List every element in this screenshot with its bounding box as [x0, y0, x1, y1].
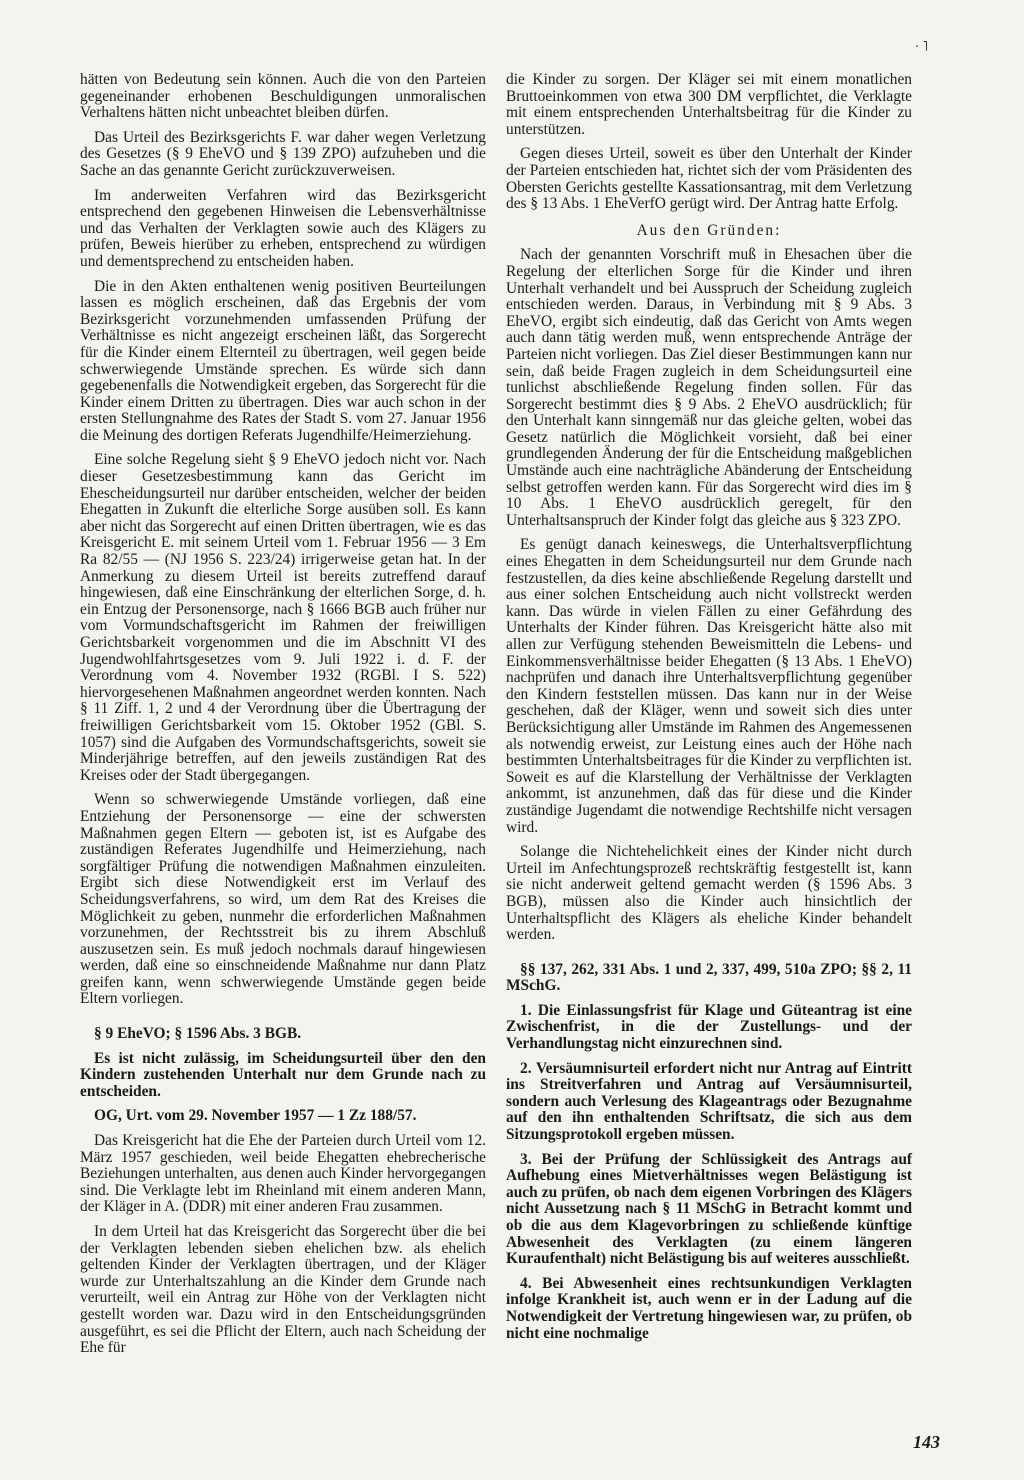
paragraph: Nach der genannten Vorschrift muß in Ehesachen über die Regelung der elterlichen Sorge für die Kinder und ihren Unterhalt verhandelt und bei Ausspruch der Scheidung zugleich entschieden werden. Daraus, in Verbindung mit § 9 Abs. 3 EheVO, ergibt sich eindeutig, daß das Gericht von Amts wegen auch dann tätig werden muß, wenn entsprechende Anträge der Parteien nicht vorliegen. Das Ziel dieser Bestimmungen kann nur sein, daß beide Fragen zugleich in dem Scheidungsurteil eine tunlichst abschließende Regelung finden sollen. Für das Sorgerecht bestimmt dies § 9 Abs. 2 EheVO ausdrücklich; für den Unterhalt kann sinngemäß nur das gleiche gelten, wobei das Gesetz natürlich die Möglichkeit vorsieht, daß bei einer grundlegenden Änderung der für die Entscheidung maßgeblichen Umstände auch eine nachträgliche Abänderung der Entscheidung selbst getroffen werden kann. Für das Sorgerecht wird dies im § 10 Abs. 1 EheVO ausdrücklich geregelt, für den Unterhaltsanspruch der Kinder folgt das gleiche aus § 323 ZPO.	[506, 246, 912, 529]
headnote: 1. Die Einlassungsfrist für Klage und Güteantrag ist eine Zwischenfrist, in die der Zustellungs- und der Verhandlungstag nicht einzurechnen sind.	[506, 1001, 912, 1053]
paragraph: Wenn so schwerwiegende Umstände vorliegen, daß eine Entziehung der Personensorge — eine der schwersten Maßnahmen gegen Eltern — geboten ist, ist es Aufgabe des zuständigen Referates Jugendhilfe und Heimerziehung, nach sorgfältiger Prüfung die notwendigen Maßnahmen einzuleiten. Ergibt sich diese Notwendigkeit erst im Verlauf des Scheidungsverfahrens, so wird, um dem Rat des Kreises die Möglichkeit zu geben, nunmehr die erforderlichen Maßnahmen vorzunehmen, der Rechtsstreit bis zu ihrem Abschluß auszusetzen sein. Es muß jedoch nochmals darauf hingewiesen werden, daß eine so einschneidende Maßnahme nur dann Platz greifen kann, wenn schwerwiegende Umstände gegen beide Eltern vorliegen.	[80, 791, 486, 1008]
paragraph: die Kinder zu sorgen. Der Kläger sei mit einem monatlichen Bruttoeinkommen von etwa 300 DM verpflichtet, die Verklagte mit einem entsprechenden Unterhaltsbeitrag für die Kinder zu unterstützen.	[506, 71, 912, 138]
paragraph: Solange die Nichtehelichkeit eines der Kinder nicht durch Urteil im Anfechtungsprozeß rechtskräftig festgestellt ist, kann sie nicht anderweit geltend gemacht werden (§ 1596 Abs. 3 BGB), müssen also die Kinder auch hinsichtlich der Unterhaltspflicht des Klägers als eheliche Kinder behandelt werden.	[506, 843, 912, 944]
headnote: 4. Bei Abwesenheit eines rechtsunkundigen Verklagten infolge Krankheit ist, auch wenn er in der Ladung auf die Notwendigkeit der Vertretung hingewiesen war, zu prüfen, ob nicht eine nochmalige	[506, 1274, 912, 1342]
paragraph: In dem Urteil hat das Kreisgericht das Sorgerecht über die bei der Verklagten lebenden sieben ehelichen bzw. als ehelich geltenden Kinder der Verklagten übertragen, und der Kläger wurde zur Unterhaltszahlung an die Kinder dem Grunde nach verurteilt, weil ein Antrag zur Höhe von der Verklagten nicht gestellt worden war. Dazu wird in den Entscheidungsgründen ausgeführt, es sei die Pflicht der Eltern, auch nach Scheidung der Ehe für	[80, 1223, 486, 1357]
headnote: 2. Versäumnisurteil erfordert nicht nur Antrag auf Eintritt ins Streitverfahren und Antrag auf Versäumnisurteil, sondern auch Verlesung des Klageantrags oder Bezugnahme auf den ihn enthaltenden Schriftsatz, die sich aus dem Sitzungsprotokoll ergeben müssen.	[506, 1059, 912, 1144]
section-heading: Aus den Gründen:	[636, 221, 782, 239]
paragraph: Das Urteil des Bezirksgerichts F. war daher wegen Verletzung des Gesetzes (§ 9 EheVO und § 139 ZPO) aufzuheben und die Sache an das genannte Gericht zurückzuverweisen.	[80, 128, 486, 179]
statute-heading: §§ 137, 262, 331 Abs. 1 und 2, 337, 499, 510a ZPO; §§ 2, 11 MSchG.	[506, 960, 912, 995]
right-column	[506, 72, 912, 1350]
corner-mark: · ˥	[914, 40, 928, 55]
paragraph: hätten von Bedeutung sein können. Auch die von den Parteien gegeneinander erhobenen Beschuldigungen unmoralischen Verhaltens hätten nicht unbeachtet bleiben dürfen.	[80, 71, 486, 122]
statute-heading: § 9 EheVO; § 1596 Abs. 3 BGB.	[94, 1025, 302, 1043]
court-citation: OG, Urt. vom 29. November 1957 — 1 Zz 188/57.	[94, 1107, 417, 1125]
paragraph: Die in den Akten enthaltenen wenig positiven Beurteilungen lassen es möglich erscheinen, daß das Ergebnis der vom Bezirksgericht vorzunehmenden umfassenden Prüfung der Verhältnisse es nicht angezeigt erscheinen läßt, das Sorgerecht für die Kinder einem Elternteil zu übertragen, weil gegen beide schwerwiegende Umstände sprechen. Es würde sich dann gegebenenfalls die Notwendigkeit ergeben, das Sorgerecht für die Kinder einem Dritten zu übertragen. Dies war auch schon in der ersten Stellungnahme des Rates der Stadt S. vom 27. Januar 1956 die Meinung des dortigen Referats Jugendhilfe/Heimerziehung.	[80, 277, 486, 444]
paragraph: Im anderweiten Verfahren wird das Bezirksgericht entsprechend den gegebenen Hinweisen die Lebensverhältnisse und das Verhalten der Verklagten sowie auch des Klägers zu prüfen, Beweis hierüber zu erheben, entsprechend zu würdigen und dementsprechend zu entscheiden haben.	[80, 186, 486, 270]
paragraph: Gegen dieses Urteil, soweit es über den Unterhalt der Kinder der Parteien entschieden hat, richtet sich der vom Präsidenten des Obersten Gerichts gestellte Kassationsantrag, mit dem Verletzung des § 13 Abs. 1 EheVerfO gerügt wird. Der Antrag hatte Erfolg.	[506, 145, 912, 213]
headnote: Es ist nicht zulässig, im Scheidungsurteil über den den Kindern zustehenden Unterhalt nur dem Grunde nach zu entscheiden.	[80, 1049, 486, 1100]
paragraph: Das Kreisgericht hat die Ehe der Parteien durch Urteil vom 12. März 1957 geschieden, weil beide Ehegatten ehebrecherische Beziehungen unterhalten, aus denen auch Kinder hervorgegangen sind. Die Verklagte lebt im Rheinland mit einem anderen Mann, der Kläger in A. (DDR) mit einer anderen Frau zusammen.	[80, 1132, 486, 1216]
paragraph: Eine solche Regelung sieht § 9 EheVO jedoch nicht vor. Nach dieser Gesetzesbestimmung kann das Gericht im Ehescheidungsurteil nur darüber entscheiden, welcher der beiden Ehegatten in Zukunft die elterliche Sorge ausüben soll. Es kann aber nicht das Sorgerecht auf einen Dritten übertragen, wie es das Kreisgericht E. mit seinem Urteil vom 1. Februar 1956 — 3 Em Ra 82/55 — (NJ 1956 S. 223/24) irrigerweise getan hat. In der Anmerkung zu diesem Urteil ist bereits zutreffend darauf hingewiesen, daß eine Einschränkung der elterlichen Sorge, d. h. ein Entzug der Personensorge, nach § 1666 BGB auch früher nur vom Vormundschaftsgericht im Rahmen der freiwilligen Gerichtsbarkeit vorgenommen und die im Abschnitt VI des Jugendwohlfahrtsgesetzes vom 9. Juli 1922 i. d. F. der Verordnung vom 4. November 1932 (RGBl. I S. 522) hiervorgesehenen Maßnahmen angeordnet werden konnten. Nach § 11 Ziff. 1, 2 und 4 der Verordnung über die Übertragung der freiwilligen Gerichtsbarkeit vom 15. Oktober 1952 (GBl. S. 1057) sind die Aufgaben des Vormundschaftsgerichts, soweit sie Minderjährige betreffen, auf den jeweils zuständigen Rat des Kreises oder der Stadt übergegangen.	[80, 451, 486, 784]
page-number: 143	[913, 1432, 940, 1452]
paragraph: Es genügt danach keineswegs, die Unterhaltsverpflichtung eines Ehegatten in dem Scheidungsurteil nur dem Grunde nach festzustellen, da dies keine abschließende Regelung darstellt und aus einer solchen Entscheidung auch nicht vollstreckt werden kann. Das würde in vielen Fällen zu einer Gefährdung des Unterhalts der Kinder führen. Das Kreisgericht hätte also mit allen zur Verfügung stehenden Beweismitteln die Lebens- und Einkommensverhältnisse beider Ehegatten (§ 13 Abs. 1 EheVO) nachprüfen und danach ihre Unterhaltsverpflichtung gegenüber den Kindern feststellen müssen. Das kann nur in der Weise geschehen, daß der Kläger, wenn und soweit sich dies unter Berücksichtigung aller Umstände im Rahmen des Angemessenen als notwendig erweist, zur Leistung eines auch der Höhe nach bestimmten Unterhaltsbeitrages für die Kinder zu verpflichten ist. Soweit es auf die Klarstellung der Verhältnisse der Verklagten ankommt, ist anzunehmen, daß das für diese und die Kinder zuständige Jugendamt die notwendige Rechtshilfe nicht versagen wird.	[506, 536, 912, 836]
left-column	[80, 72, 486, 1365]
headnote: 3. Bei der Prüfung der Schlüssigkeit des Antrags auf Aufhebung eines Mietverhältnisses wegen Belästigung ist auch zu prüfen, ob nach dem eigenen Vorbringen des Klägers nicht Aussetzung nach § 11 MSchG in Betracht kommt und ob die aus dem Klagevorbringen zu schließende künftige Abwesenheit des Verklagten (zu einem längeren Kuraufenthalt) nicht Belästigung bis auf weiteres ausschließt.	[506, 1150, 912, 1268]
